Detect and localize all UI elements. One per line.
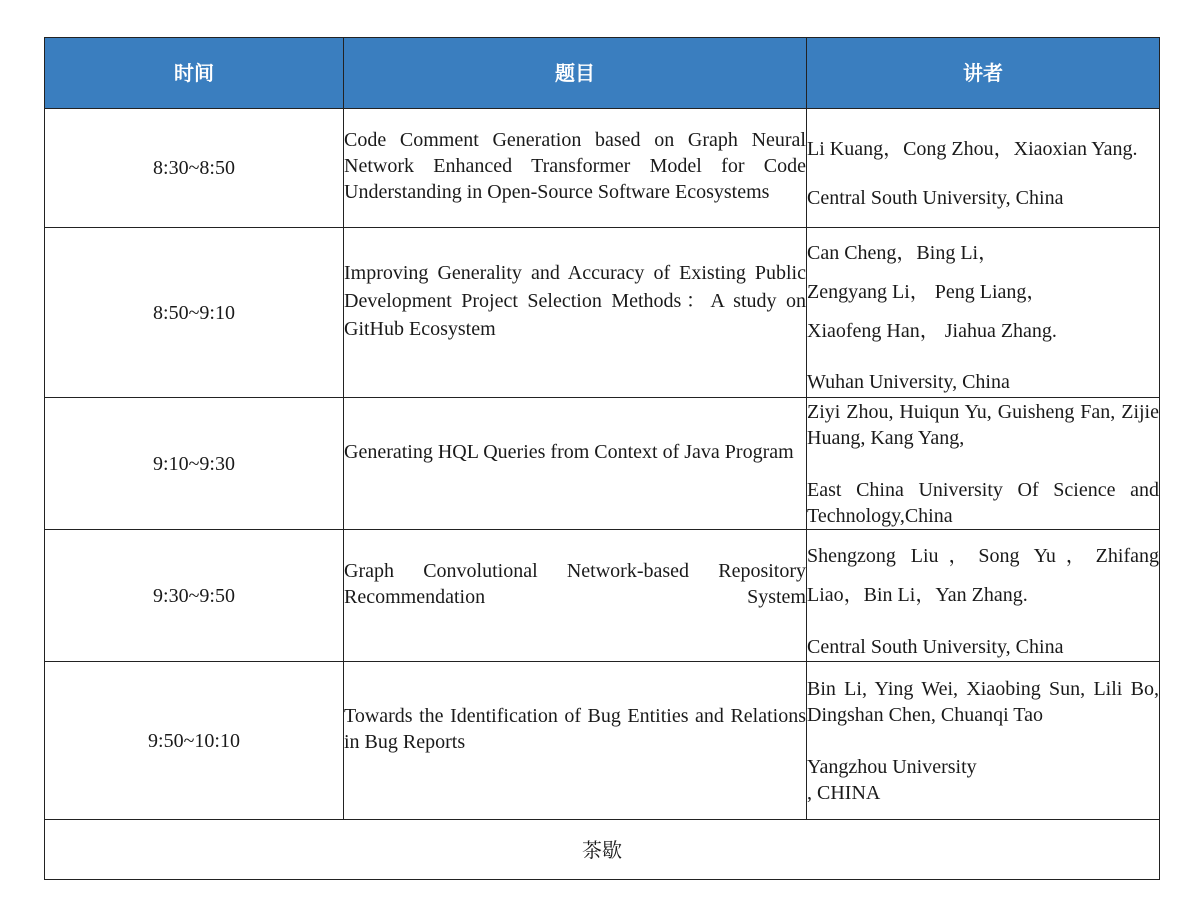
title-cell: [344, 530, 807, 662]
speaker-cell: [807, 662, 1160, 820]
speaker-affiliation: East China University Of Science and Technology,China: [807, 479, 1159, 527]
talk-title: Generating HQL Queries from Context of Java Program: [344, 440, 794, 463]
break-cell: 茶歇: [45, 820, 1160, 880]
table-row: [45, 109, 1160, 228]
speaker-names: Can Cheng，Bing Li， Zengyang Li， Peng Liang， Xiaofeng Han， Jiahua Zhang.: [807, 242, 1057, 342]
title-cell: [344, 398, 807, 530]
speaker-names: Li Kuang，Cong Zhou，Xiaoxian Yang.: [807, 138, 1138, 160]
speaker-affiliation: Central South University, China: [807, 636, 1064, 658]
time-cell: 9:30~9:50: [45, 530, 344, 662]
table-row: [45, 398, 1160, 530]
talk-title: Code Comment Generation based on Graph Neural Network Enhanced Transformer Model for Code Understanding in Open-Source Software Ecosystems: [344, 129, 806, 203]
speaker-cell: [807, 530, 1160, 662]
talk-title: Towards the Identification of Bug Entities and Relations in Bug Reports: [344, 704, 806, 753]
speaker-affiliation: Wuhan University, China: [807, 371, 1010, 393]
header-title: 题目: [344, 38, 807, 109]
speaker-names: Shengzong Liu，Song Yu，Zhifang Liao，Bin Li，Yan Zhang.: [807, 545, 1159, 606]
speaker-names: Bin Li, Ying Wei, Xiaobing Sun, Lili Bo, Dingshan Chen, Chuanqi Tao: [807, 678, 1159, 726]
header-time: 时间: [45, 38, 344, 109]
speaker-cell: [807, 228, 1160, 398]
schedule-table: [44, 37, 1160, 880]
title-cell: [344, 662, 807, 820]
header-row: [45, 38, 1160, 109]
speaker-cell: [807, 398, 1160, 530]
table-row: [45, 662, 1160, 820]
title-cell: [344, 228, 807, 398]
speaker-affiliation: Yangzhou University , CHINA: [807, 756, 977, 804]
time-cell: 9:10~9:30: [45, 398, 344, 530]
talk-title: Graph Convolutional Network-based Repository Recommendation System: [344, 559, 806, 608]
table-row: [45, 530, 1160, 662]
header-speaker: 讲者: [807, 38, 1160, 109]
talk-title: Improving Generality and Accuracy of Existing Public Development Project Selection Methods：A study on GitHub Ecosystem: [344, 261, 806, 340]
time-cell: 8:30~8:50: [45, 109, 344, 228]
title-cell: [344, 109, 807, 228]
speaker-names: Ziyi Zhou, Huiqun Yu, Guisheng Fan, Zijie Huang, Kang Yang,: [807, 401, 1159, 449]
break-row: [45, 820, 1160, 880]
time-cell: 8:50~9:10: [45, 228, 344, 398]
speaker-affiliation: Central South University, China: [807, 187, 1064, 209]
time-cell: 9:50~10:10: [45, 662, 344, 820]
table-row: [45, 228, 1160, 398]
speaker-cell: [807, 109, 1160, 228]
